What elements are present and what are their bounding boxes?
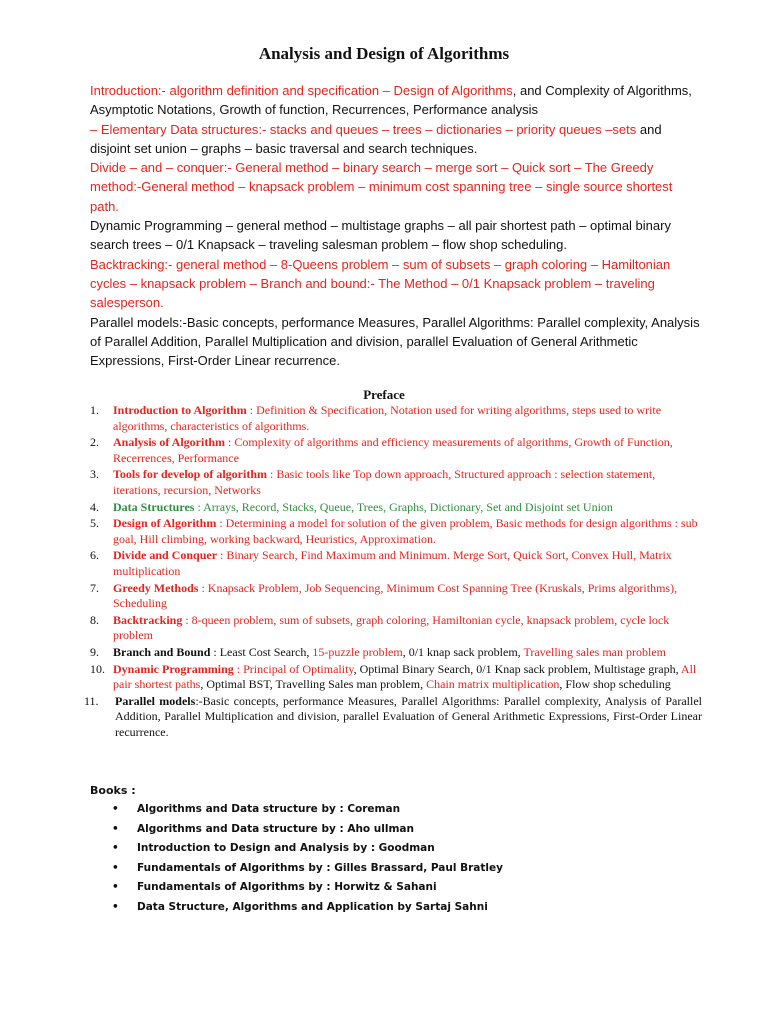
preface-item	[90, 403, 702, 434]
item-text: : Definition & Specification, Notation used for writing algorithms, steps used to write algorithms, characteristics of algorithms.	[113, 403, 662, 433]
item-number: 4.	[90, 499, 99, 514]
syllabus-paragraph: Backtracking:- general method – 8-Queens problem – sum of subsets – graph coloring – Hamiltonian cycles – knapsack problem – Branch and bound:- The Method – 0/1 Knapsack problem – traveling salesperson.	[90, 256, 671, 311]
item-heading: Divide and Conquer	[113, 548, 218, 563]
item-number: 6.	[90, 548, 99, 563]
item-text: : Least Cost Search,	[210, 644, 313, 659]
item-text-red: 15-puzzle problem	[312, 644, 403, 659]
item-heading: Data Structures	[113, 499, 195, 514]
item-text: , 0/1 knap sack problem,	[402, 644, 524, 659]
item-text: , Optimal Binary Search, 0/1 Knap sack problem, Multistage graph,	[353, 661, 681, 676]
item-heading: Analysis of Algorithm	[113, 435, 226, 450]
bullet-icon: •	[112, 881, 119, 893]
book-item	[112, 820, 503, 840]
preface-item	[90, 548, 702, 579]
bullet-icon: •	[112, 822, 119, 835]
item-heading: Design of Algorithm	[113, 516, 217, 531]
item-number: 11.	[84, 693, 99, 708]
item-number: 10.	[90, 661, 105, 676]
preface-item	[90, 613, 702, 644]
books-heading: Books :	[90, 784, 136, 797]
syllabus-text-red: Introduction:- algorithm definition and specification – Design of Algorithms	[90, 83, 513, 98]
preface-item	[90, 645, 702, 661]
book-item	[112, 800, 503, 820]
preface-list	[84, 403, 702, 741]
preface-item	[84, 693, 702, 741]
bullet-icon: •	[112, 861, 119, 874]
preface-item	[90, 500, 702, 516]
item-heading: Introduction to Algorithm	[113, 403, 247, 417]
syllabus-section	[90, 81, 700, 370]
item-heading: Parallel models	[115, 693, 196, 708]
preface-item	[90, 581, 702, 612]
item-number: 1.	[90, 403, 99, 417]
book-title: Introduction to Design and Analysis by : Goodman	[137, 842, 435, 854]
bullet-icon: •	[112, 900, 119, 913]
item-text-red: All pair shortest paths	[113, 661, 697, 692]
syllabus-paragraph: Dynamic Programming – general method – multistage graphs – all pair shortest path – optimal binary search trees – 0/1 Knapsack – traveling salesman problem – flow shop scheduling.	[90, 218, 671, 253]
item-text: , Optimal BST, Travelling Sales man problem,	[200, 677, 427, 692]
item-heading: Dynamic Programming	[113, 661, 234, 676]
item-heading: Greedy Methods	[113, 580, 199, 595]
syllabus-text-red: – Elementary Data structures:- stacks and queues – trees – dictionaries – priority queues –sets	[90, 121, 637, 137]
book-title: Algorithms and Data structure by : Coreman	[137, 803, 401, 815]
book-title: Fundamentals of Algorithms by : Horwitz & Sahani	[137, 881, 437, 893]
item-text-red: Chain matrix multiplication	[426, 677, 560, 692]
item-text: :-Basic concepts, performance Measures, Parallel Algorithms: Parallel complexity, Analysis of Parallel Addition, Parallel Multiplication and division, parallel Evaluation of General Arithmetic Expressions, First-Order Linear recurrence.	[115, 693, 702, 739]
book-item	[112, 898, 503, 918]
item-number: 7.	[90, 580, 99, 595]
book-item	[112, 878, 503, 898]
item-number: 5.	[90, 516, 99, 531]
syllabus-text: , and Complexity of Algorithms, Asymptotic Notations, Growth of function, Recurrences, Performance analysis	[90, 83, 692, 118]
item-heading: Branch and Bound	[113, 644, 211, 659]
item-heading: Backtracking	[113, 612, 183, 627]
book-item	[112, 839, 503, 859]
syllabus-paragraph: Parallel models:-Basic concepts, performance Measures, Parallel Algorithms: Parallel complexity, Analysis of Parallel Addition, Parallel Multiplication and division, parallel Evaluation of General Arithmetic Expressions, First-Order Linear recurrence.	[90, 314, 700, 369]
books-list	[112, 800, 503, 917]
item-text: : 8-queen problem, sum of subsets, graph coloring, Hamiltonian cycle, knapsack problem, cycle lock problem	[113, 612, 670, 643]
preface-item	[90, 662, 702, 693]
item-text: : Complexity of algorithms and efficiency measurements of algorithms, Growth of Function, Recerrences, Performance	[113, 435, 673, 465]
book-item	[112, 859, 503, 879]
item-number: 2.	[90, 435, 99, 450]
item-text: : Basic tools like Top down approach, Structured approach : selection statement, iterations, recursion, Networks	[113, 467, 656, 497]
syllabus-paragraph: Divide – and – conquer:- General method – binary search – merge sort – Quick sort – The Greedy method:-General method – knapsack problem – minimum cost spanning tree – single source shortest path.	[90, 160, 673, 214]
bullet-icon: •	[112, 803, 119, 815]
item-text-red: Travelling sales man problem	[523, 644, 666, 659]
item-text: : Binary Search, Find Maximum and Minimum. Merge Sort, Quick Sort, Convex Hull, Matrix multiplication	[113, 548, 672, 578]
syllabus-paragraph	[90, 81, 700, 120]
item-number: 3.	[90, 467, 99, 482]
book-title: Algorithms and Data structure by : Aho ullman	[137, 822, 414, 835]
syllabus-paragraph	[90, 120, 700, 159]
preface-item	[90, 435, 702, 466]
item-text-red: : Principal of Optimality	[233, 661, 354, 676]
item-text: : Arrays, Record, Stacks, Queue, Trees, Graphs, Dictionary, Set and Disjoint set Union	[194, 499, 613, 514]
preface-item	[90, 467, 702, 498]
book-title: Fundamentals of Algorithms by : Gilles Brassard, Paul Bratley	[137, 861, 503, 874]
preface-item	[90, 516, 702, 547]
item-text: : Knapsack Problem, Job Sequencing, Minimum Cost Spanning Tree (Kruskals, Prims algorithms), Scheduling	[113, 580, 678, 611]
document-title: Analysis and Design of Algorithms	[258, 44, 510, 63]
item-number: 8.	[90, 612, 99, 627]
item-text: , Flow shop scheduling	[559, 677, 671, 692]
item-heading: Tools for develop of algorithm	[113, 467, 268, 482]
preface-heading: Preface	[363, 387, 405, 402]
syllabus-text: and disjoint set union – graphs – basic traversal and search techniques.	[90, 121, 662, 156]
item-text: : Determining a model for solution of the given problem, Basic methods for design algorithms : sub goal, Hill climbing, working backward, Heuristics, Approximation.	[113, 516, 698, 546]
item-number: 9.	[90, 644, 99, 659]
bullet-icon: •	[112, 842, 119, 854]
book-title: Data Structure, Algorithms and Application by Sartaj Sahni	[137, 900, 488, 913]
